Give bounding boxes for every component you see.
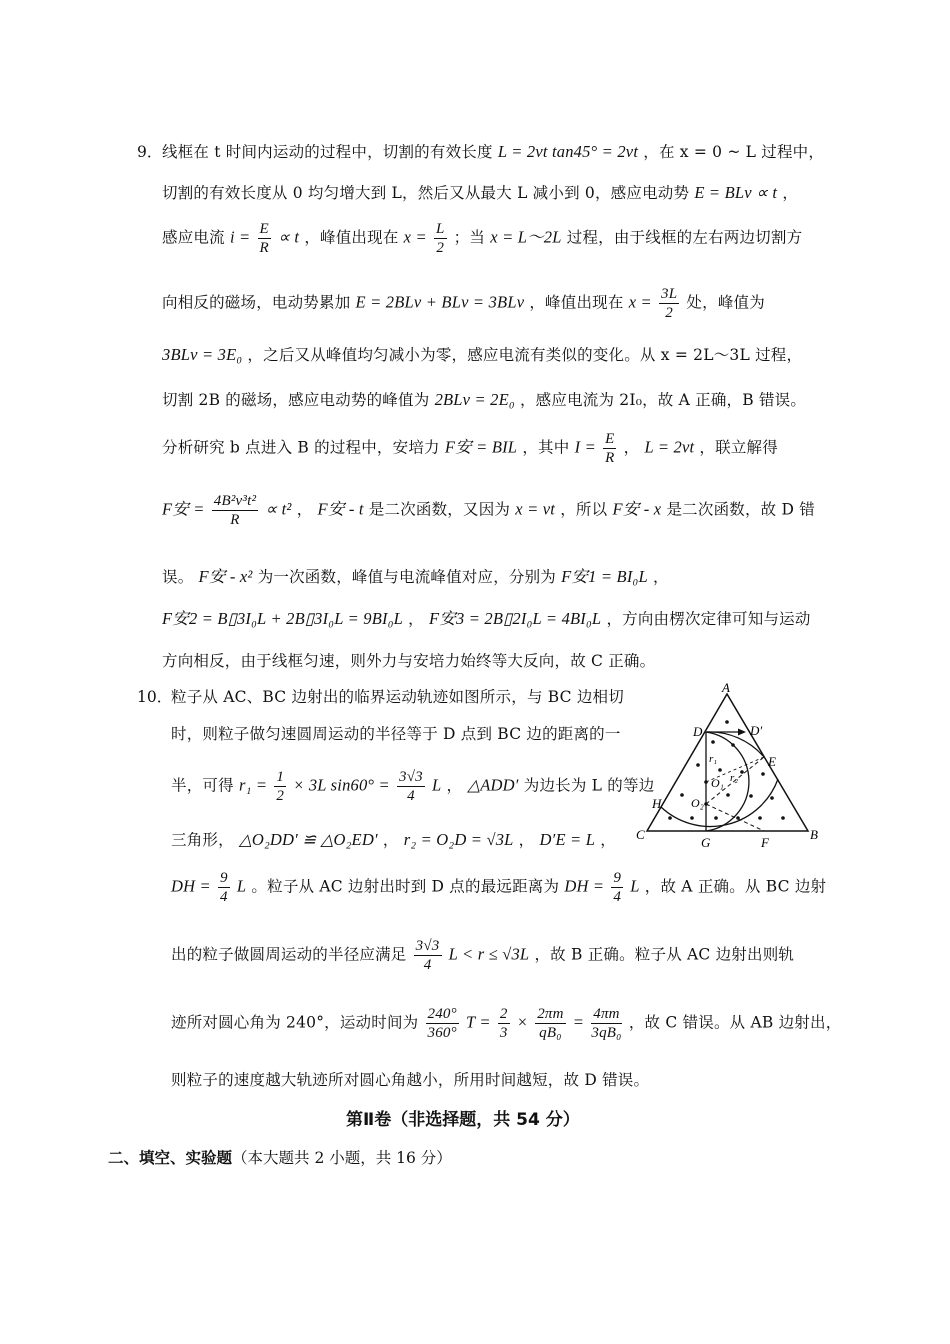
dot [770, 796, 774, 800]
label-h: H [652, 796, 662, 811]
denominator: 4 [220, 889, 228, 905]
formula: ∝ t² [265, 499, 292, 519]
text: 迹所对圆心角为 240°，运动时间为 [171, 1013, 419, 1032]
dot [749, 794, 753, 798]
dot [711, 740, 715, 744]
formula: ∝ t [278, 227, 300, 247]
q9-line-1 [162, 140, 824, 162]
fraction [434, 220, 447, 257]
formula: x = vt [515, 499, 556, 519]
text: ，故 B 正确。粒子从 AC 边射出则轨 [534, 945, 795, 964]
dot [704, 780, 708, 784]
q10-line-6 [171, 937, 794, 974]
text: 线框在 t 时间内运动的过程中，切割的有效长度 [162, 143, 493, 161]
fraction [498, 1005, 510, 1042]
text: 则粒子的速度越大轨迹所对圆心角越小，所用时间越短，故 D 错误。 [171, 1071, 650, 1089]
text: ， [408, 610, 424, 628]
text: 时，则粒子做匀速圆周运动的半径等于 D 点到 BC 边的距离的一 [171, 725, 621, 743]
text: 是二次函数，又因为 [368, 500, 511, 519]
fraction [535, 1005, 565, 1042]
numerator: 2 [499, 1006, 508, 1022]
numerator: 3L [661, 286, 678, 302]
dot [781, 816, 785, 820]
q9-line-7 [162, 430, 778, 467]
text: ，故 A 正确。从 BC 边射 [644, 877, 827, 896]
triangle-abc [647, 694, 808, 831]
text: ，其中 [522, 438, 570, 457]
arrow-head [738, 729, 746, 736]
text: 向相反的磁场，电动势累加 [162, 293, 351, 312]
text: 切割的有效长度从 0 均匀增大到 L，然后又从最大 L 减小到 0，感应电动势 [162, 184, 690, 202]
text: ，方向由楞次定律可知与运动 [606, 610, 811, 628]
formula: r₂ = O₂D = √3L [403, 830, 514, 849]
q9-line-6 [162, 388, 806, 410]
formula: D′E = L [539, 830, 596, 849]
formula: F安 - t [317, 499, 364, 519]
formula: i = [229, 227, 251, 247]
text: ，峰值出现在 [529, 293, 624, 312]
formula: L = 2vt tan45° = 2vt [497, 142, 639, 161]
denominator: 4 [407, 788, 415, 804]
formula: 2BLv = 2E₀ [434, 390, 515, 409]
text: 误。 [162, 568, 194, 586]
denominator: qB₀ [539, 1025, 562, 1041]
text: 粒子从 AC、BC 边射出的临界运动轨迹如图所示，与 BC 边相切 [171, 688, 624, 706]
text: ， [382, 831, 399, 849]
label-b: B [810, 827, 818, 842]
text: 分析研究 b 点进入 B 的过程中，安培力 [162, 438, 440, 457]
dot [668, 816, 672, 820]
text: ， [446, 776, 463, 795]
numerator: E [259, 221, 269, 237]
denominator: 2 [436, 240, 445, 256]
dot [690, 816, 694, 820]
label-a: A [722, 680, 730, 695]
label-o1: O₁ [711, 776, 724, 790]
formula: 3BLv = 3E₀ [162, 345, 243, 364]
dot [761, 772, 765, 776]
q9-line-11 [162, 649, 655, 671]
label-r1: r₁ [709, 753, 718, 765]
formula: r₁ = [238, 775, 268, 795]
label-r2: r₂ [730, 772, 739, 784]
fraction [426, 1005, 459, 1042]
fraction [212, 492, 258, 529]
text: ，峰值出现在 [304, 228, 399, 247]
label-o2: O₂ [691, 796, 704, 810]
text: ，在 x = 0 ~ L 过程中， [643, 143, 825, 161]
formula: I = [574, 437, 596, 457]
text: 出的粒子做圆周运动的半径应满足 [171, 945, 407, 964]
q9-line-3 [162, 220, 802, 257]
q10-line-8 [171, 1068, 649, 1090]
text: 为一次函数，峰值与电流峰值对应，分别为 [257, 568, 556, 586]
text: ，感应电流为 2I₀，故 A 正确，B 错误。 [519, 391, 807, 409]
formula: △ADD′ [467, 775, 519, 795]
denominator: R [259, 240, 269, 256]
question-number: 10． [137, 688, 173, 706]
text: ；当 [453, 228, 486, 247]
denominator: 4 [613, 889, 622, 905]
numerator: 3√3 [399, 769, 423, 785]
text: 半，可得 [171, 776, 234, 795]
text: ， [782, 184, 799, 202]
q9-line-5 [162, 343, 802, 365]
fraction [274, 768, 286, 805]
formula: DH = [564, 876, 605, 896]
text: 过程，由于线框的左右两边切割方 [566, 228, 803, 247]
numerator: E [605, 431, 615, 447]
text: ，所以 [560, 500, 608, 519]
formula: x = L～2L [490, 227, 562, 247]
text: ， [296, 500, 313, 519]
fraction [218, 869, 230, 906]
fraction [397, 768, 425, 805]
q10-line-4 [171, 828, 616, 850]
denominator: R [605, 450, 615, 466]
q10-line-1 [171, 685, 624, 707]
text: ，故 C 错误。从 AB 边射出， [628, 1013, 842, 1032]
text: ，联立解得 [699, 438, 778, 457]
label-d: D [693, 724, 703, 739]
dot [736, 816, 740, 820]
part-note: （本大题共 2 小题，共 16 分） [232, 1149, 452, 1167]
formula: x = [403, 227, 427, 247]
formula: F安 = BIL [444, 437, 518, 457]
numerator: 1 [276, 769, 285, 785]
formula: × [516, 1012, 529, 1032]
label-f: F [761, 835, 769, 850]
formula: E = BLv ∝ t [694, 183, 778, 202]
formula: L [236, 876, 247, 896]
text: ， [518, 831, 535, 849]
label-e: E [768, 754, 776, 769]
q10-line-3 [171, 768, 654, 805]
text: ， [623, 438, 640, 457]
formula: F安3 = 2B▯2I₀L = 4BI₀L [429, 609, 602, 628]
text: 。粒子从 AC 边射出时到 D 点的最远距离为 [251, 877, 560, 896]
formula: E = 2BLv + BLv = 3BLv [355, 292, 525, 312]
q9-line-10 [162, 605, 811, 629]
fraction [603, 430, 616, 467]
formula: T = [465, 1012, 491, 1032]
formula: F安 = [162, 499, 205, 519]
denominator: 2 [276, 788, 285, 804]
trajectory-diagram [630, 680, 830, 855]
dot [714, 816, 718, 820]
fraction [414, 937, 442, 974]
formula: L [630, 876, 640, 896]
dot [725, 720, 729, 724]
numerator: 2πm [537, 1006, 564, 1022]
formula: F安2 = B▯3I₀L + 2B▯3I₀L = 9BI₀L [162, 609, 404, 628]
part-heading [108, 1146, 452, 1168]
formula: F安 - x [612, 499, 662, 519]
q9-line-4 [162, 285, 765, 322]
text: 方向相反，由于线框匀速，则外力与安培力始终等大反向，故 C 正确。 [162, 652, 656, 670]
text: 为边长为 L 的等边 [523, 776, 655, 795]
q10-line-5 [171, 869, 826, 906]
text: 处，峰值为 [686, 293, 765, 312]
q9-line-2 [162, 181, 798, 203]
label-c: C [636, 827, 645, 842]
dot [731, 743, 735, 747]
q9-line-9 [162, 563, 669, 587]
fraction [591, 1005, 621, 1042]
label-d-prime: D′ [750, 723, 763, 738]
formula: F安 - x² [198, 567, 253, 586]
section-title: 第Ⅱ卷（非选择题，共 54 分） [346, 1110, 580, 1130]
denominator: 3qB₀ [591, 1025, 622, 1041]
dot [680, 793, 684, 797]
text: ， [600, 831, 616, 849]
dot [758, 816, 762, 820]
numerator: 3√3 [415, 938, 440, 954]
q10-line-2 [171, 722, 621, 744]
text: ，之后又从峰值均匀减小为零，感应电流有类似的变化。从 x = 2L～3L 过程， [247, 346, 803, 364]
dot [704, 802, 708, 806]
text: 切割 2B 的磁场，感应电动势的峰值为 [162, 391, 430, 409]
q10-line-7 [171, 1005, 841, 1042]
formula: △O₂DD′ ≌ △O₂ED′ [238, 830, 378, 849]
dot [718, 768, 722, 772]
fraction [258, 220, 271, 257]
formula: × 3L sin60° = [293, 775, 390, 795]
dot [740, 770, 744, 774]
formula: DH = [171, 876, 211, 896]
label-g: G [701, 835, 711, 850]
formula: L < r ≤ √3L [448, 944, 530, 964]
numerator: 9 [220, 870, 228, 886]
denominator: 360° [427, 1025, 457, 1041]
numerator: 4B²v³t² [213, 493, 257, 509]
fraction [611, 869, 623, 906]
numerator: L [435, 221, 445, 237]
denominator: R [230, 512, 240, 528]
part-title: 二、填空、实验题 [108, 1149, 233, 1167]
denominator: 4 [423, 957, 432, 973]
field-dots [668, 720, 785, 820]
question-number: 9． [137, 143, 163, 161]
text: 是二次函数，故 D 错 [666, 500, 815, 519]
fraction [659, 285, 679, 322]
text: 感应电流 [162, 228, 225, 247]
q9-line-8 [162, 492, 815, 529]
formula: L [432, 775, 442, 795]
dot [726, 793, 730, 797]
dot [696, 763, 700, 767]
formula: F安1 = BI₀L [561, 567, 648, 586]
text: 三角形， [171, 831, 234, 849]
formula: L = 2vt [644, 437, 695, 457]
numerator: 9 [613, 870, 622, 886]
numerator: 4πm [593, 1006, 620, 1022]
formula: = [572, 1012, 585, 1032]
denominator: 3 [499, 1025, 508, 1041]
formula: x = [628, 292, 652, 312]
text: ， [652, 568, 669, 586]
denominator: 2 [665, 305, 673, 321]
numerator: 240° [427, 1006, 457, 1022]
